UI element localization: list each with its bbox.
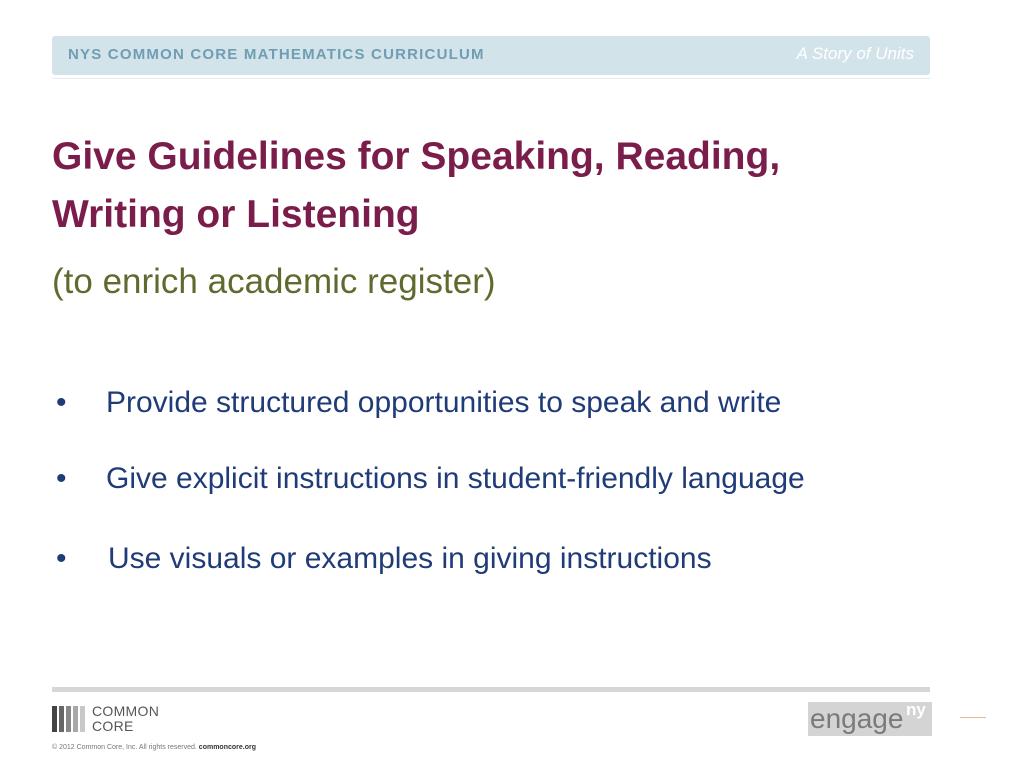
header-divider	[52, 78, 930, 79]
common-core-wordmark	[92, 704, 159, 734]
copyright-link[interactable]: commoncore.org	[198, 744, 256, 751]
curriculum-label: NYS COMMON CORE MATHEMATICS CURRICULUM	[68, 46, 485, 63]
slide-title	[52, 128, 952, 244]
bullet-text: Give explicit instructions in student-friendly language	[106, 462, 805, 495]
engage-ny-superscript: ny	[906, 700, 926, 719]
footer-divider	[52, 687, 930, 692]
slide-title-line-1: Give Guidelines for Speaking, Reading,	[52, 135, 781, 178]
series-label: A Story of Units	[796, 44, 914, 63]
bullet-icon: •	[56, 542, 67, 575]
engage-wordmark: engage	[810, 703, 904, 734]
bullet-text: Provide structured opportunities to speak and write	[106, 386, 782, 419]
logo-line-1: COMMON	[92, 703, 160, 719]
common-core-logo-icon	[52, 706, 86, 732]
header-bar	[52, 36, 930, 75]
copyright-text: © 2012 Common Core, Inc. All rights reserved.	[52, 744, 197, 751]
bullet-text: Use visuals or examples in giving instructions	[108, 542, 712, 575]
accent-line	[960, 717, 986, 718]
bullet-icon: •	[56, 462, 67, 495]
copyright-notice	[52, 744, 256, 751]
common-core-logo	[52, 703, 192, 736]
logo-line-2: CORE	[92, 718, 134, 734]
bullet-icon: •	[56, 386, 67, 419]
engageny-logo	[808, 702, 932, 736]
slide-subtitle: (to enrich academic register)	[52, 262, 496, 301]
slide-title-line-2: Writing or Listening	[52, 193, 420, 236]
